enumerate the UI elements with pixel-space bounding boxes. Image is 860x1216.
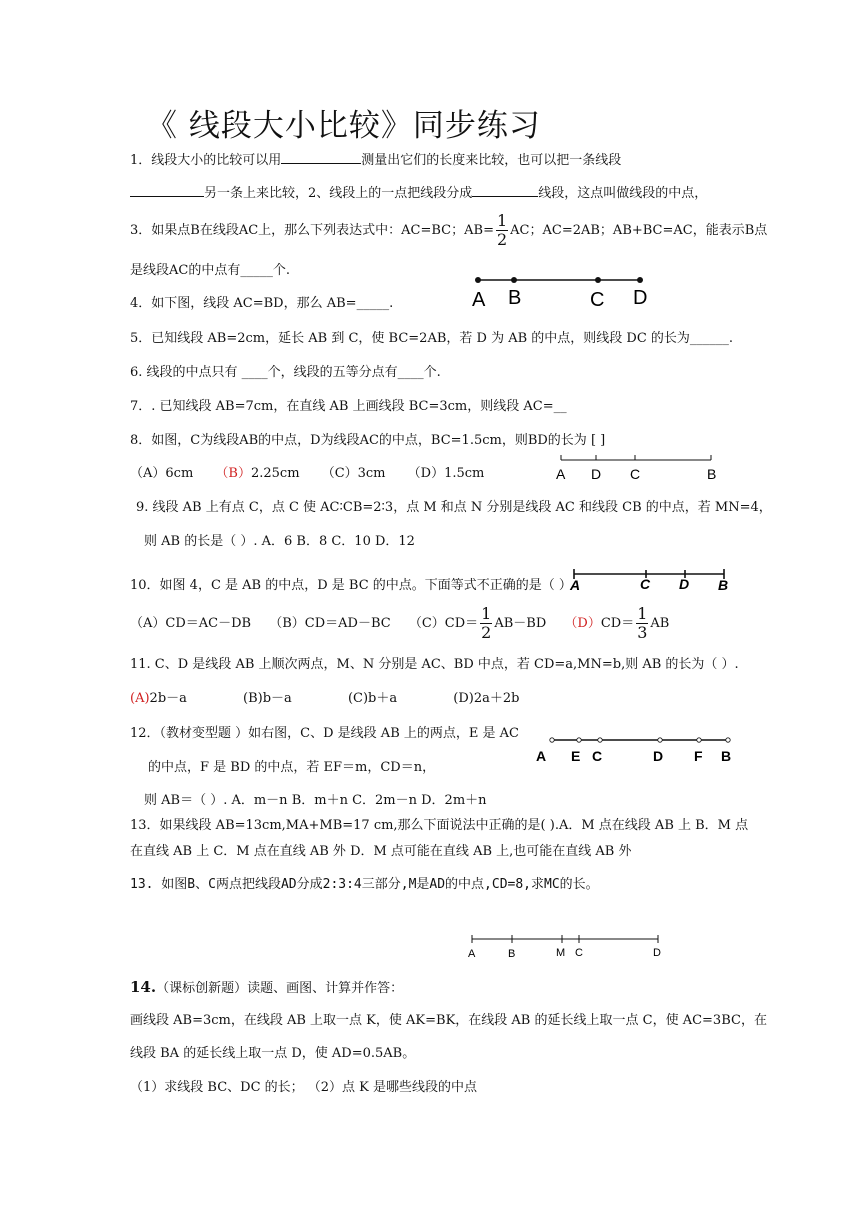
point-label: C	[590, 289, 605, 311]
point-label: A	[556, 466, 566, 482]
page-title: 《 线段大小比较》同步练习	[146, 108, 541, 144]
option-c: （C）3cm	[321, 466, 386, 481]
q3-text-b: AC；AC=2AB；AB+BC=AC，能表示B点	[510, 223, 768, 238]
fraction-numerator: 1	[637, 604, 648, 623]
point-label: C	[592, 748, 603, 764]
point-label: F	[694, 748, 703, 764]
question-9-line-2: 则 AB 的长是（ ）. A．6 B．8 C．10 D．12	[144, 534, 415, 549]
option-a: （A）CD＝AC－DB	[130, 616, 252, 631]
question-14-line-2: 线段 BA 的延长线上取一点 D，使 AD=0.5AB。	[130, 1046, 416, 1061]
q1-text-b: 测量出它们的长度来比较，也可以把一条线段	[361, 153, 622, 168]
question-3-line-2: 是线段AC的中点有_____个.	[130, 263, 290, 278]
point-label: C	[630, 466, 641, 482]
point-label: A	[468, 948, 476, 960]
question-8: 8．如图，C为线段AB的中点，D为线段AC的中点，BC=1.5cm，则BD的长为 [ ]	[130, 433, 606, 448]
option-c-tail: AB－BD	[494, 616, 547, 631]
option-c-text: （C）CD＝	[408, 616, 479, 631]
fraction-denominator: 2	[496, 230, 508, 249]
answer-blank	[472, 184, 538, 197]
question-13a-line-1: 13．如果线段 AB=13cm,MA+MB=17 cm,那么下面说法中正确的是( ).A．M 点在线段 AB 上 B．M 点	[130, 818, 749, 833]
option-a-marker: (A)	[130, 691, 150, 706]
question-14-line-3: （1）求线段 BC、DC 的长； （2）点 K 是哪些线段的中点	[130, 1080, 478, 1095]
fraction-one-half	[480, 605, 492, 642]
q14-heading: （课标创新题）读题、画图、计算并作答：	[156, 981, 404, 996]
option-a: 2b－a	[149, 691, 187, 706]
question-4: 4．如下图，线段 AC=BD，那么 AB=_____.	[130, 296, 394, 311]
point-label: A	[536, 748, 547, 764]
point-label: B	[718, 577, 729, 593]
option-d: (D)2a＋2b	[453, 691, 520, 706]
question-1-line-2	[130, 184, 707, 202]
fraction-denominator: 3	[637, 623, 648, 642]
question-6: 6. 线段的中点只有 ____个，线段的五等分点有____个.	[130, 365, 441, 380]
question-7: 7．. 已知线段 AB=7cm，在直线 AB 上画线段 BC=3cm，则线段 AC=__	[130, 399, 567, 414]
fraction-numerator: 1	[481, 604, 492, 623]
point-label: M	[556, 947, 566, 959]
point-label: D	[653, 947, 661, 959]
point-label: B	[707, 466, 717, 482]
point-label: D	[591, 466, 602, 482]
point-label: D	[679, 576, 690, 592]
answer-blank	[281, 151, 361, 164]
q1-text-a: 1．线段大小的比较可以用	[130, 153, 282, 168]
question-number: 14.	[130, 978, 157, 996]
question-9-line-1: 9. 线段 AB 上有点 C，点 C 使 AC∶CB=2∶3，点 M 和点 N 分别是线段 AC 和线段 CB 的中点，若 MN=4，	[136, 500, 772, 515]
q1-text-c: 另一条上来比较，2、线段上的一点把线段分成	[204, 186, 473, 201]
option-b: (B)b－a	[243, 691, 292, 706]
point-label: C	[575, 947, 583, 959]
figure-segment-aecdfb	[534, 730, 734, 766]
point-label: B	[508, 287, 522, 309]
question-11: 11. C、D 是线段 AB 上顺次两点，M、N 分别是 AC、BD 中点，若 CD=a,MN=b,则 AB 的长为（ ）.	[130, 657, 739, 672]
question-12-line-2: 的中点，F 是 BD 的中点，若 EF＝m，CD＝n，	[148, 760, 436, 775]
option-b-marker: （B）	[215, 466, 251, 481]
q3-text-a: 3．如果点B在线段AC上，那么下列表达式中：AC=BC；AB=	[130, 223, 494, 238]
question-13b: 13. 如图B、C两点把线段AD分成2:3:4三部分,M是AD的中点,CD=8,求MC的长。	[130, 877, 599, 892]
option-b: （B）CD＝AD－BC	[269, 616, 391, 631]
figure-segment-adcb	[556, 452, 726, 486]
point-label: C	[640, 576, 651, 592]
figure-segment-acdb	[568, 560, 734, 594]
question-1-line-1	[130, 151, 621, 169]
answer-blank	[130, 184, 204, 197]
fraction-numerator: 1	[496, 211, 508, 230]
figure-segment-abcd	[470, 268, 660, 312]
question-12-line-1: 12．（教材变型题 ）如右图，C、D 是线段 AB 上的两点，E 是 AC	[130, 726, 519, 741]
option-b: 2.25cm	[250, 466, 300, 481]
point-label: A	[472, 289, 486, 311]
question-10-options	[130, 604, 669, 644]
question-13a-line-2: 在直线 AB 上 C．M 点在直线 AB 外 D．M 点可能在直线 AB 上,也可能在直线 AB 外	[130, 844, 632, 859]
question-14-head	[130, 979, 403, 997]
fraction-one-half	[496, 212, 508, 249]
q1-text-d: 线段，这点叫做线段的中点，	[538, 186, 708, 201]
option-d: （D）1.5cm	[407, 466, 485, 481]
option-c: (C)b＋a	[347, 691, 398, 706]
option-d-tail: AB	[650, 616, 670, 631]
option-d-text: CD＝	[600, 616, 635, 631]
point-label: B	[721, 748, 732, 764]
question-10: 10．如图 4，C 是 AB 的中点，D 是 BC 的中点。下面等式不正确的是（ ）	[130, 578, 572, 593]
fraction-one-third	[636, 605, 648, 642]
point-label: D	[633, 287, 648, 309]
point-label: E	[571, 748, 581, 764]
question-11-options	[130, 691, 519, 707]
question-8-options	[130, 466, 484, 482]
option-a: （A）6cm	[130, 466, 194, 481]
point-label: D	[653, 748, 664, 764]
question-12-line-3: 则 AB＝（ ）. A．m－n B．m＋n C．2m－n D．2m＋n	[144, 793, 487, 808]
fraction-denominator: 2	[481, 623, 492, 642]
question-3-line-1	[130, 212, 767, 250]
point-label: B	[508, 948, 516, 960]
figure-segment-abmcd	[466, 932, 670, 960]
question-14-line-1: 画线段 AB=3cm，在线段 AB 上取一点 K，使 AK=BK，在线段 AB 的延长线上取一点 C，使 AC=3BC，在	[130, 1013, 767, 1028]
option-d-marker: （D）	[564, 616, 601, 631]
point-label: A	[570, 577, 581, 593]
question-5: 5．已知线段 AB=2cm，延长 AB 到 C，使 BC=2AB，若 D 为 AB 的中点，则线段 DC 的长为______.	[130, 331, 734, 346]
